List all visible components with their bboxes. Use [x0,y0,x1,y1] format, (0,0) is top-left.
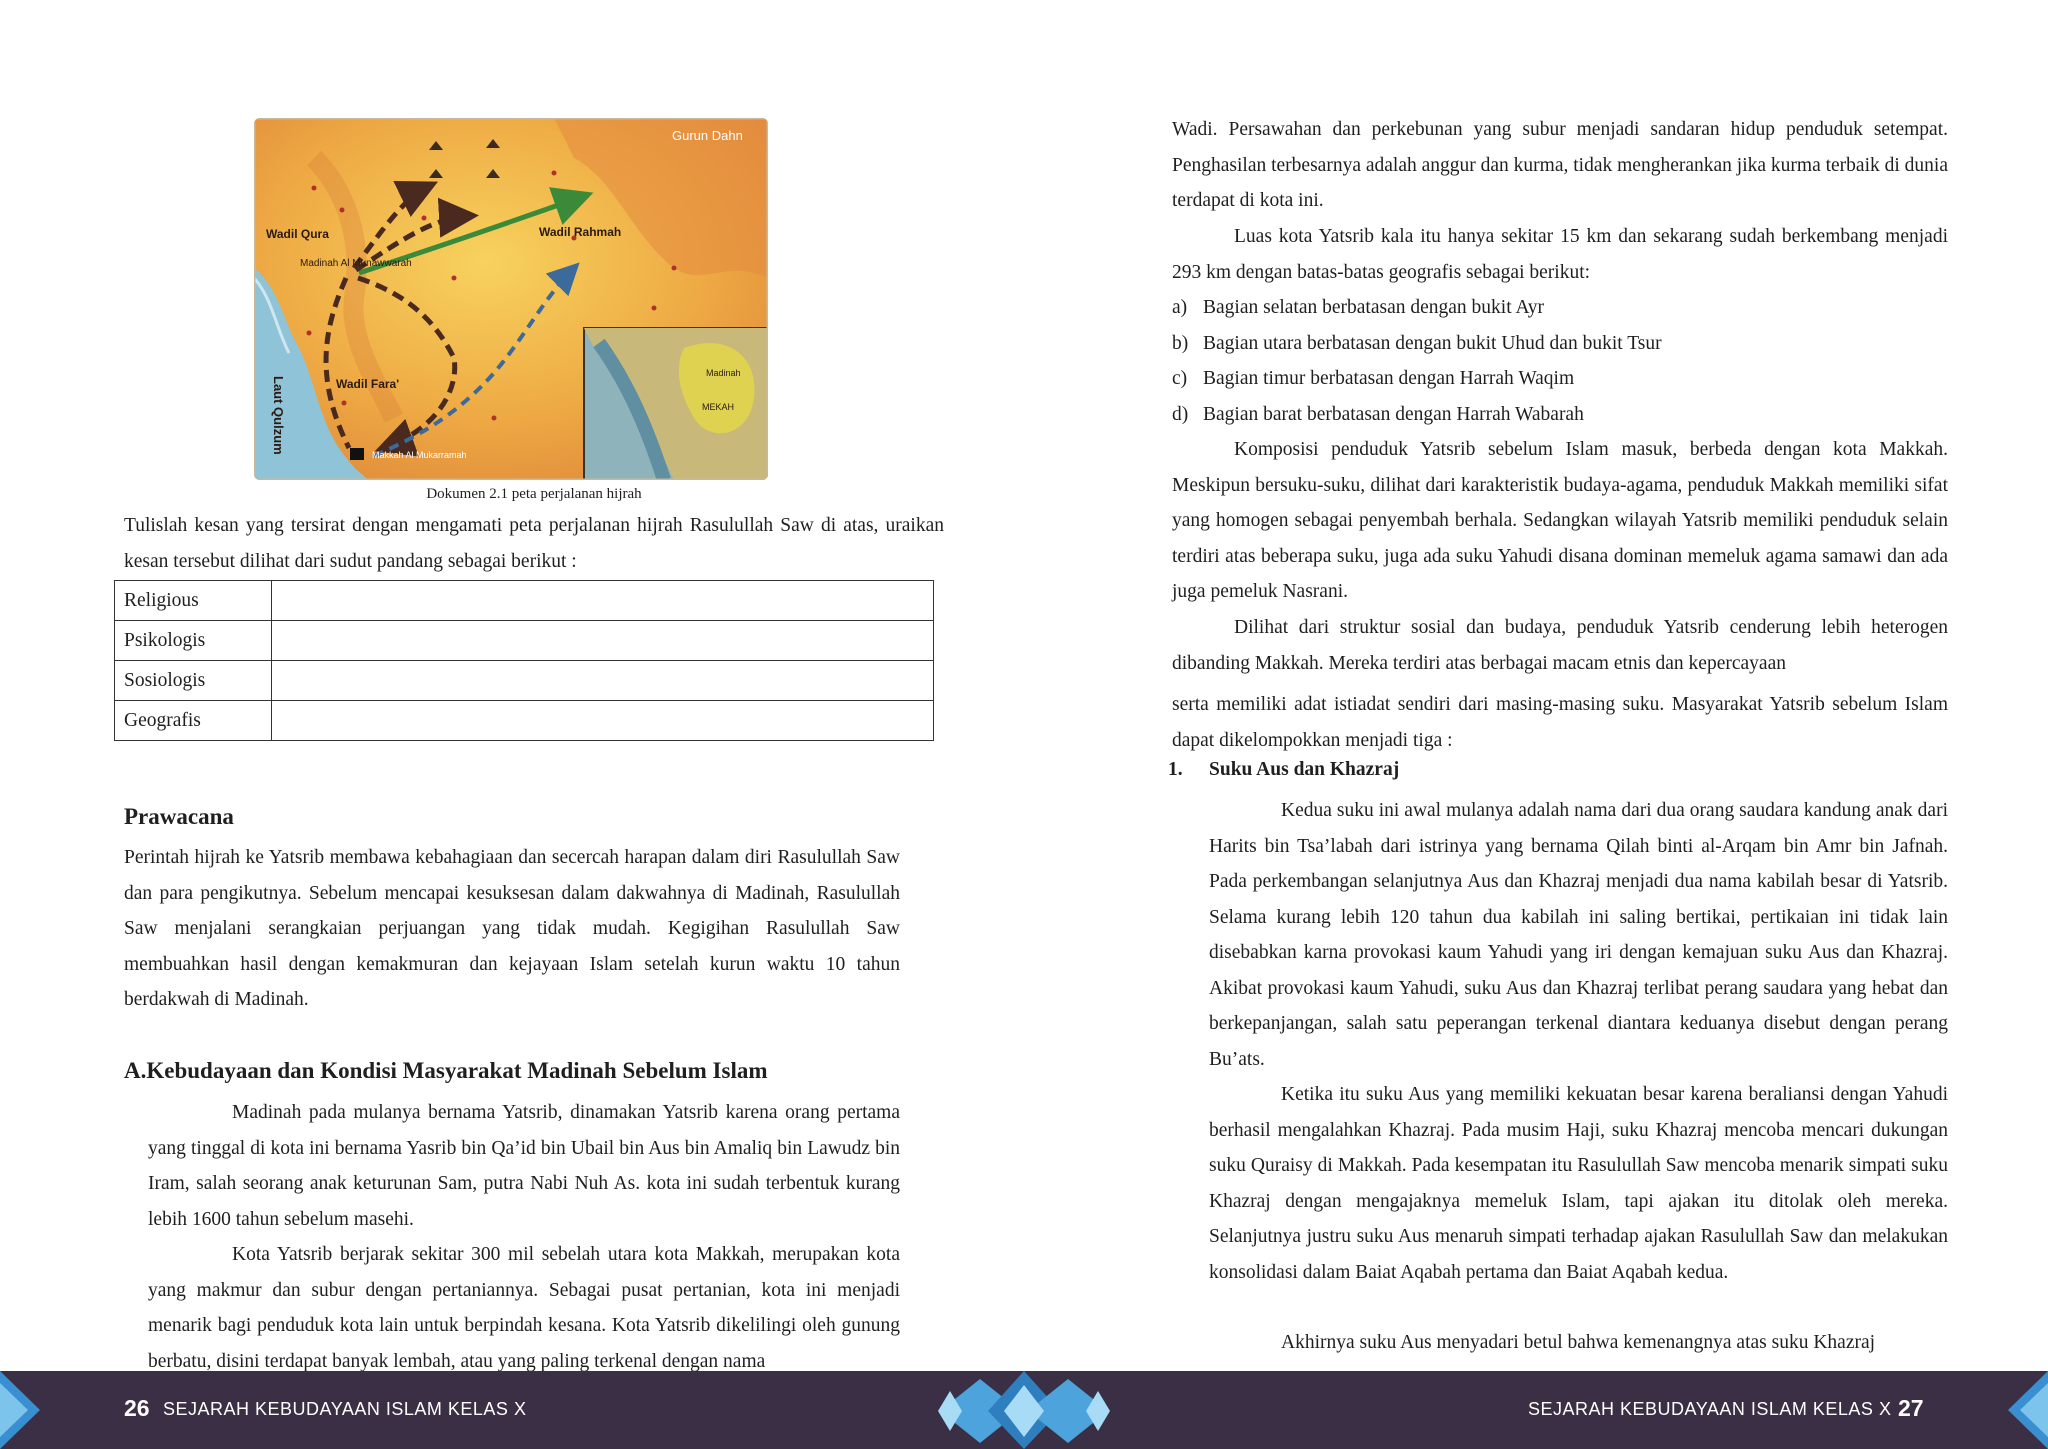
table-row [115,661,934,701]
list-item-text: Bagian selatan berbatasan dengan bukit Ayr [1203,297,1544,318]
list-item [1172,361,1948,397]
table-row [115,701,934,741]
section-a-heading: A.Kebudayaan dan Kondisi Masyarakat Madinah Sebelum Islam [124,1058,768,1083]
social-structure-text: Dilihat dari struktur sosial dan budaya, penduduk Yatsrib cenderung lebih heterogen dibanding Makkah. Mereka terdiri atas berbagai macam etnis dan kepercayaan [1172,617,1948,674]
area-text: Luas kota Yatsrib kala itu hanya sekitar 15 km dan sekarang sudah berkembang menjadi 293 km dengan batas-batas geografis sebagai berikut: [1172,226,1948,283]
inset-label-mekah: MEKAH [702,402,735,412]
paragraph-aus-alliance: Ketika itu suku Aus yang memiliki kekuatan besar karena beraliansi dengan Yahudi berhasil mengalahkan Khazraj. Pada musim Haji, suku Khazraj mencoba mencari dukungan suku Quraisy di Makkah. Pada kesempatan itu Rasulullah Saw mencoba menarik simpati suku Khazraj dengan mengajaknya memeluk Islam, tapi ajakan itu ditolak oleh mereka. Selanjutnya justru suku Aus menaruh simpati terhadap ajakan Rasulullah Saw dan melakukan konsolidasi dalam Baiat Aqabah pertama dan Baiat Aqabah kedua. [1209,1084,1948,1283]
footer-band [0,1371,2048,1449]
social-structure-text-cont: serta memiliki adat istiadat sendiri dari masing-masing suku. Masyarakat Yatsrib sebelum Islam dapat dikelompokkan menjadi tiga : [1172,694,1948,751]
subheading-number: 1. [1168,759,1183,780]
list-item [1172,397,1948,433]
answer-cell-religious[interactable] [272,581,934,621]
list-marker: d) [1172,403,1189,425]
right-page-number: 27 [1898,1395,1924,1421]
answer-cell-psikologis[interactable] [272,621,934,661]
subheading-aus-khazraj: Suku Aus dan Khazraj [1209,759,1400,780]
list-marker: a) [1172,297,1188,318]
instruction-text: Tulislah kesan yang tersirat dengan mengamati peta perjalanan hijrah Rasulullah Saw di atas, uraikan kesan tersebut dilihat dari sudut pandang sebagai berikut : [124,515,944,572]
population-composition-text: Komposisi penduduk Yatsrib sebelum Islam masuk, berbeda dengan kota Makkah. Meskipun bersuku-suku, dilihat dari karakteristik budaya-agama, penduduk Makkah memiliki sifat yang homogen sebagai penyembah berhala. Sedangkan wilayah Yatsrib memiliki penduduk selain terdiri atas beberapa suku, juga ada suku Yahudi disana dominan memeluk agama samawi dan ada juga pemeluk Nasrani. [1172,439,1948,602]
map-label-makkah: Makkah Al Mukarramah [372,450,467,460]
row-label-geografis: Geografis [115,701,272,741]
map-label-gurun-dahn: Gurun Dahn [672,128,743,143]
prawacana-text: Perintah hijrah ke Yatsrib membawa kebahagiaan dan secercah harapan dalam diri Rasulullah Saw dan para pengikutnya. Sebelum mencapai kesuksesan dalam dakwahnya di Madinah, Rasulullah Saw menjalani serangkaian perjuangan yang tidak mudah. Kegigihan Rasulullah Saw membuahkan hasil dengan kemakmuran dan kejayaan Islam setelah kurun waktu 10 tahun berdakwah di Madinah. [124,847,900,1010]
row-label-sosiologis: Sosiologis [115,661,272,701]
right-book-title: SEJARAH KEBUDAYAAN ISLAM KELAS X [1528,1399,1892,1419]
impression-table [114,580,934,741]
right-page [1024,0,2048,1371]
inset-label-madinah: Madinah [706,368,741,378]
prawacana-heading: Prawacana [124,804,234,829]
paragraph-aus-khazraj-origin: Kedua suku ini awal mulanya adalah nama dari dua orang saudara kandung anak dari Harits bin Tsa’labah dari istrinya yang bernama Qilah binti al-Arqam bin Amr bin Jafnah. Pada perkembangan selanjutnya Aus dan Khazraj menjadi dua nama kabilah besar di Yatsrib. Selama kurang lebih 120 tahun dua kabilah ini saling bertikai, pertikaian ini tidak lain disebabkan karna provokasi kaum Yahudi yang iri dengan kemajuan suku Aus dan Khazraj. Akibat provokasi kaum Yahudi, suku Aus dan Khazraj terlibat perang saudara yang hebat dan berkepanjangan, salah satu peperangan terkenal diantara keduanya disebut dengan perang Bu’ats. [1209,800,1948,1070]
map-label-laut-qulzum: Laut Qulzum [271,376,286,455]
map-label-madinah: Madinah Al Munawwarah [300,258,412,269]
table-row [115,621,934,661]
list-item [1172,326,1948,362]
list-marker: c) [1172,368,1188,389]
table-row [115,581,934,621]
paragraph-yatsrib-name: Madinah pada mulanya bernama Yatsrib, dinamakan Yatsrib karena orang pertama yang tinggal di kota ini bernama Yasrib bin Qa’id bin Ubail bin Aus bin Amaliq bin Lawudz bin Iram, salah seorang anak keturunan Sam, putra Nabi Nuh As. kota ini sudah terbentuk kurang lebih 1600 tahun sebelum masehi. [148,1102,900,1230]
answer-cell-sosiologis[interactable] [272,661,934,701]
list-marker: b) [1172,332,1189,354]
answer-cell-geografis[interactable] [272,701,934,741]
map-graphic [254,118,768,480]
figure-caption: Dokumen 2.1 peta perjalanan hijrah [426,486,642,502]
hijrah-route-map [254,118,768,480]
left-page [0,0,1024,1371]
boundaries-list [1172,290,1948,432]
row-label-religious: Religious [115,581,272,621]
continuation-text: Wadi. Persawahan dan perkebunan yang subur menjadi sandaran hidup penduduk setempat. Penghasilan terbesarnya adalah anggur dan kurma, tidak mengherankan jika kurma terbaik di dunia terdapat di kota ini. [1172,119,1948,211]
list-item [1172,290,1948,326]
paragraph-aus-realization: Akhirnya suku Aus menyadari betul bahwa kemenangnya atas suku Khazraj [1281,1332,1876,1353]
map-label-wadil-rahmah: Wadil Rahmah [539,225,622,239]
row-label-psikologis: Psikologis [115,621,272,661]
list-item-text: Bagian barat berbatasan dengan Harrah Wabarah [1203,403,1584,425]
map-label-wadil-fara: Wadil Fara' [336,377,400,391]
left-page-number: 26 [124,1395,150,1421]
map-label-wadil-qura: Wadil Qura [266,227,329,241]
list-item-text: Bagian timur berbatasan dengan Harrah Waqim [1203,368,1575,389]
paragraph-yatsrib-location: Kota Yatsrib berjarak sekitar 300 mil sebelah utara kota Makkah, merupakan kota yang makmur dan subur dengan pertaniannya. Sebagai pusat pertanian, kota ini menjadi menarik bagi penduduk kota lain untuk berpindah kesana. Kota Yatsrib dikelilingi oleh gunung berbatu, disini terdapat banyak lembah, atau yang paling terkenal dengan nama [148,1244,900,1372]
left-book-title: SEJARAH KEBUDAYAAN ISLAM KELAS X [163,1399,527,1419]
list-item-text: Bagian utara berbatasan dengan bukit Uhud dan bukit Tsur [1203,332,1662,354]
